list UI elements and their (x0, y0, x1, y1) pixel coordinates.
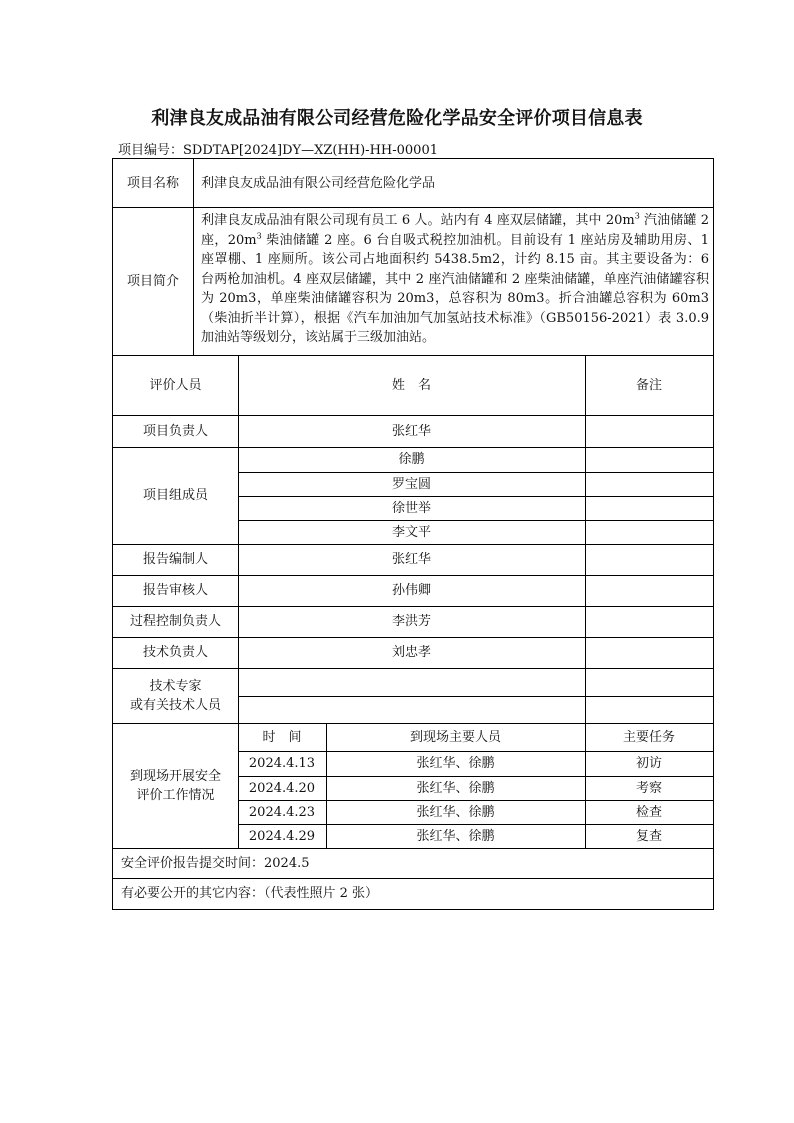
visit-people: 张红华、徐鹏 (416, 756, 495, 771)
project-name-value: 利津良友成品油有限公司经营危险化学品 (201, 175, 436, 191)
row-divider (113, 207, 713, 208)
site-visit-label-line: 评价工作情况 (136, 787, 215, 803)
expert-label (113, 668, 238, 723)
reviewer-name: 孙伟卿 (391, 583, 431, 598)
header-note: 备注 (635, 377, 662, 393)
members-label: 项目组成员 (142, 488, 208, 503)
document-title: 利津良友成品油有限公司经营危险化学品安全评价项目信息表 (151, 108, 643, 129)
visit-date: 2024.4.29 (248, 828, 316, 844)
submit-time: 安全评价报告提交时间：2024.5 (121, 855, 310, 871)
site-visit-label (113, 723, 238, 848)
member-name: 徐世举 (391, 500, 431, 516)
project-number: 项目编号：SDDTAP[2024]DY—XZ(HH)-HH-00001 (118, 143, 438, 158)
visit-people: 张红华、徐鹏 (416, 828, 495, 844)
visit-people: 张红华、徐鹏 (416, 780, 495, 796)
visit-date: 2024.4.23 (248, 804, 316, 820)
header-name: 姓 名 (391, 377, 431, 393)
visit-task: 初访 (635, 756, 662, 771)
visit-date: 2024.4.13 (248, 756, 316, 771)
process-label: 过程控制负责人 (129, 614, 221, 629)
lead-label: 项目负责人 (142, 423, 208, 439)
visit-people: 张红华、徐鹏 (416, 804, 495, 820)
visit-task: 考察 (635, 780, 662, 796)
site-visit-label-line: 到现场开展安全 (129, 768, 221, 784)
expert-label-line: 或有关技术人员 (129, 697, 221, 713)
expert-label-line: 技术专家 (149, 678, 202, 694)
visit-task: 检查 (635, 804, 662, 820)
lead-name: 张红华 (391, 423, 431, 439)
project-name-label: 项目名称 (126, 175, 179, 191)
site-col-task: 主要任务 (622, 729, 675, 745)
member-name: 李文平 (391, 524, 431, 540)
author-label: 报告编制人 (142, 552, 208, 567)
project-intro-text: 利津良友成品油有限公司现有员工 6 人。站内有 4 座双层储罐，其中 $20m^3$ 汽油储罐 2 座，$20m^3$ 柴油储罐 2 座。6 台自吸式税控加油机。目前设有 1 座站房及辅助用房、1 座罩棚、1 座厕所。该公司占地面积约 5438.5m2，计约 8.15 亩。其主要设备为：6 台两枪加油机。4 座双层储罐，其中 2 座汽油储罐和 2 座柴油储罐，单座汽油储罐容积为 20m3，单座柴油储罐容积为 20m3，总容积为 80m3。折合油罐总容积为 60m3（柴油折半计算），根据《汽车加油加气加氢站技术标准》（GB50156-2021）表 3.0.9 加油站等级划分，该站属于三级加油站。 (201, 211, 709, 345)
site-col-time: 时 间 (262, 729, 302, 745)
info-table (112, 158, 714, 910)
tech-name: 刘忠孝 (391, 645, 431, 660)
member-name: 罗宝圆 (391, 476, 431, 492)
tech-label: 技术负责人 (142, 645, 208, 660)
reviewer-label: 报告审核人 (142, 583, 208, 598)
row-divider (238, 696, 713, 697)
process-name: 李洪芳 (391, 614, 431, 629)
site-col-people: 到现场主要人员 (409, 729, 501, 745)
member-name: 徐鹏 (398, 452, 425, 467)
visit-task: 复查 (635, 828, 662, 844)
header-role: 评价人员 (149, 377, 202, 393)
other-public-content: 有必要公开的其它内容：（代表性照片 2 张） (121, 886, 379, 901)
project-intro-label: 项目简介 (126, 273, 179, 289)
visit-date: 2024.4.20 (248, 780, 316, 796)
author-name: 张红华 (391, 552, 431, 567)
